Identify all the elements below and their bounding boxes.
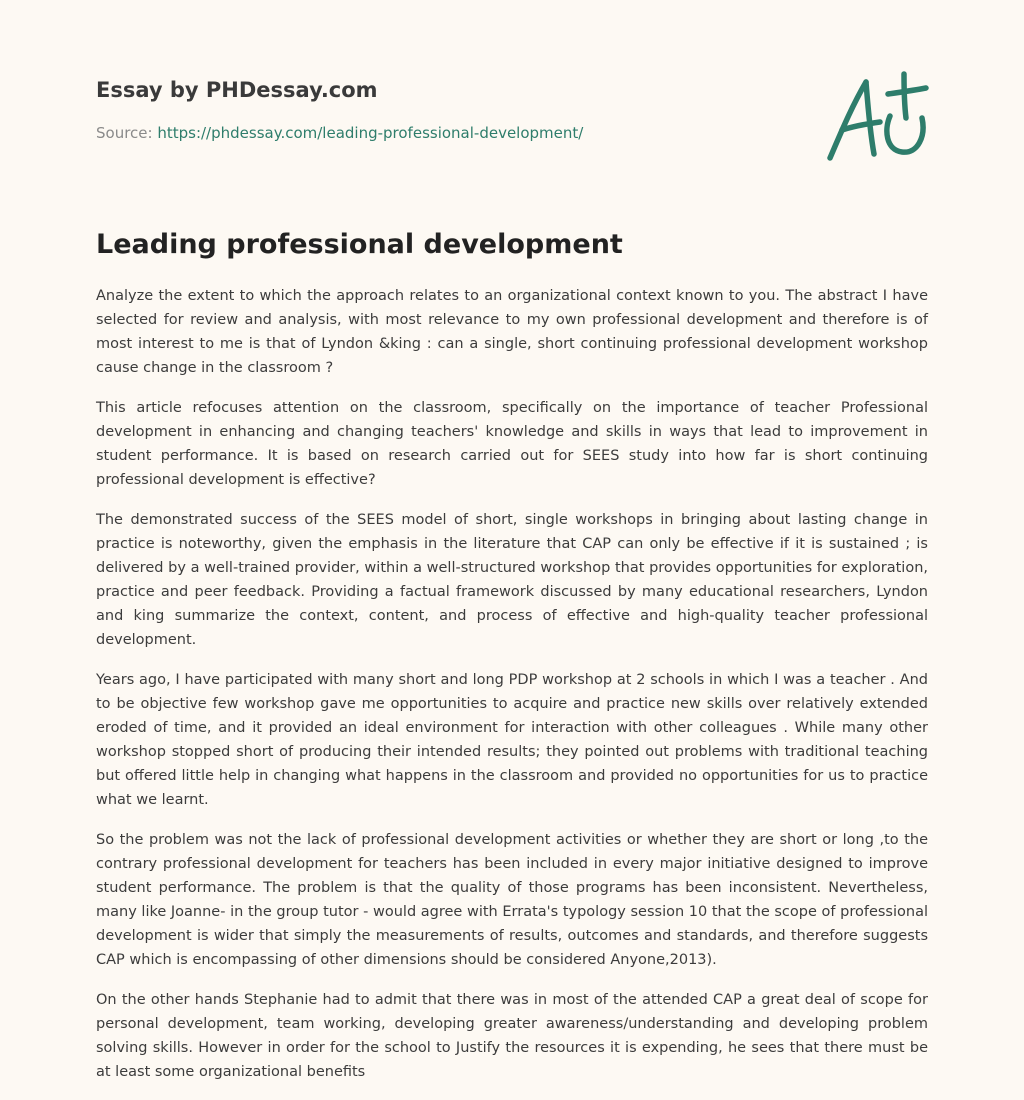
essay-paragraph: Years ago, I have participated with many short and long PDP workshop at 2 schools in which I was a teacher . And to be objective few workshop gave me opportunities to acquire and practice new skills over relatively extended eroded of time, and it provided an ideal environment for interaction with other colleagues . While many other workshop stopped short of producing their intended results; they pointed out problems with traditional teaching but offered little help in changing what happens in the classroom and provided no opportunities for us to practice what we learnt.: [96, 672, 928, 808]
source-label: Source:: [96, 124, 158, 142]
essay-title: Leading professional development: [96, 229, 623, 260]
essay-paragraph: So the problem was not the lack of professional development activities or whether they are short or long ,to the contrary professional development for teachers has been included in every major initiative designed to improve student performance. The problem is that the quality of those programs has been inconsistent. Nevertheless, many like Joanne- in the group tutor - would agree with Errata's typology session 10 that the scope of professional development is wider that simply the measurements of results, outcomes and standards, and therefore suggests CAP which is encompassing of other dimensions should be considered Anyone,2013).: [96, 832, 928, 968]
essay-body: [96, 284, 928, 1100]
essay-paragraph: On the other hands Stephanie had to admit that there was in most of the attended CAP a great deal of scope for personal development, team working, developing greater awareness/understanding and developing problem solving skills. However in order for the school to Justify the resources it is expending, he sees that there must be at least some organizational benefits: [96, 992, 928, 1080]
source-line: [96, 123, 583, 143]
site-brand: Essay by PHDessay.com: [96, 78, 378, 102]
a-plus-logo-icon: [818, 68, 930, 168]
source-link[interactable]: https://phdessay.com/leading-professional-development/: [157, 124, 584, 142]
essay-paragraph: This article refocuses attention on the classroom, specifically on the importance of teacher Professional development in enhancing and changing teachers' knowledge and skills in ways that lead to improvement in student performance. It is based on research carried out for SEES study into how far is short continuing professional development is effective?: [96, 400, 928, 488]
essay-paragraph: The demonstrated success of the SEES model of short, single workshops in bringing about lasting change in practice is noteworthy, given the emphasis in the literature that CAP can only be effective if it is sustained ; is delivered by a well-trained provider, within a well-structured workshop that provides opportunities for exploration, practice and peer feedback. Providing a factual framework discussed by many educational researchers, Lyndon and king summarize the context, content, and process of effective and high-quality teacher professional development.: [96, 512, 928, 648]
essay-paragraph: Analyze the extent to which the approach relates to an organizational context known to you. The abstract I have selected for review and analysis, with most relevance to my own professional development and therefore is of most interest to me is that of Lyndon &king : can a single, short continuing professional development workshop cause change in the classroom ?: [96, 288, 928, 376]
